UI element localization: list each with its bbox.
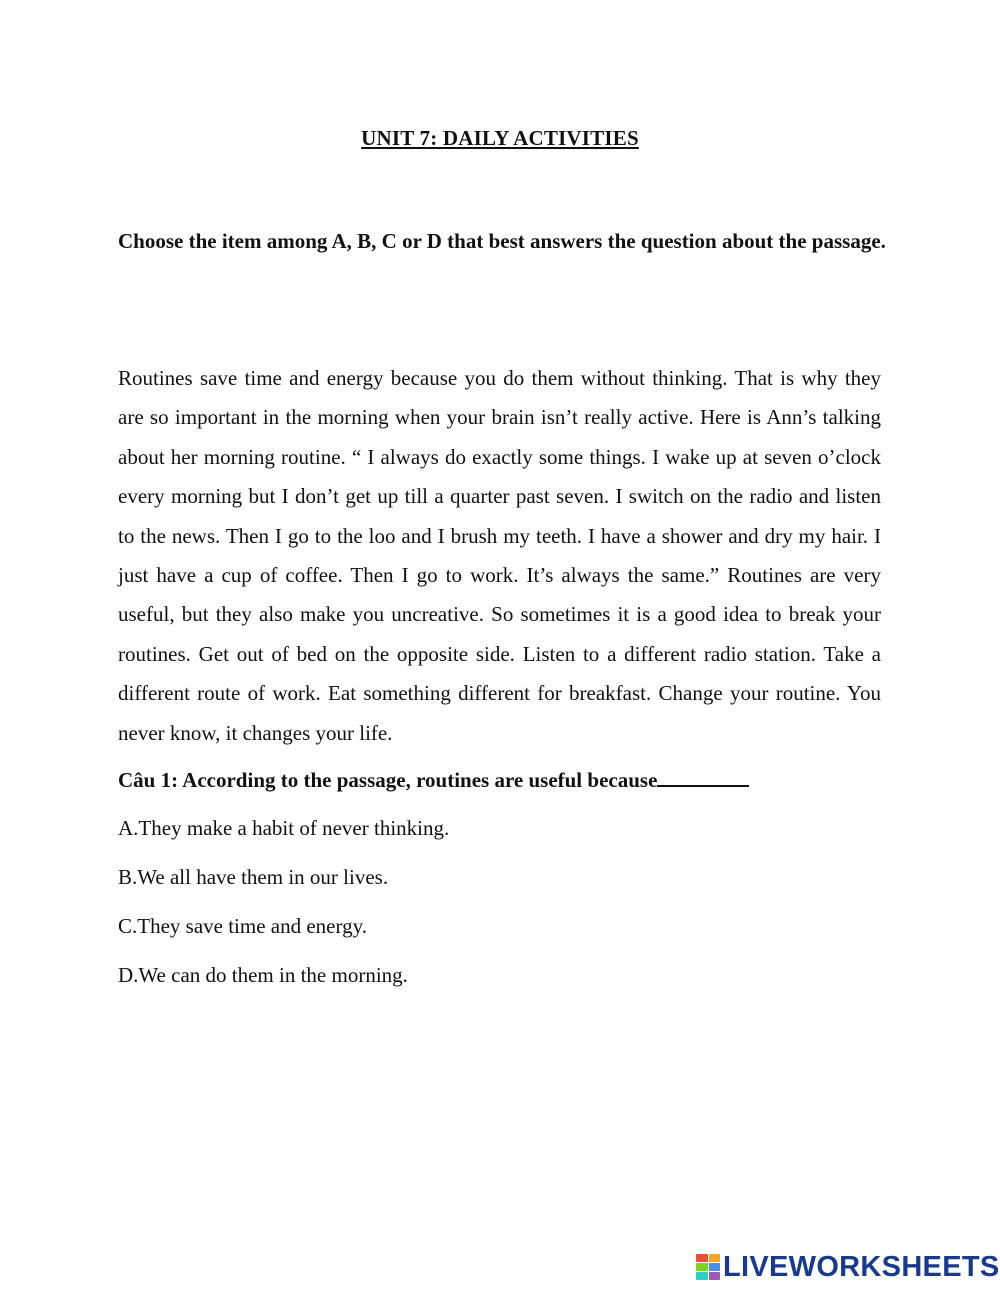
question-1: [118, 764, 888, 796]
logo-block: [709, 1254, 721, 1262]
logo-block: [709, 1272, 721, 1280]
option-a[interactable]: A.They make a habit of never thinking.: [118, 816, 450, 840]
worksheet-title: UNIT 7: DAILY ACTIVITIES: [361, 126, 639, 150]
logo-block: [696, 1263, 708, 1271]
option-c[interactable]: C.They save time and energy.: [118, 914, 368, 938]
instruction-text: Choose the item among A, B, C or D that best answers the question about the passage.: [118, 229, 886, 253]
logo-blocks-icon: [696, 1254, 720, 1280]
logo-block: [696, 1254, 708, 1262]
option-d[interactable]: D.We can do them in the morning.: [118, 963, 408, 987]
logo-block: [709, 1263, 721, 1271]
question-1-text: Câu 1: According to the passage, routines are useful because: [118, 768, 658, 792]
answer-blank[interactable]: [657, 765, 749, 787]
logo-text: LIVEWORKSHEETS: [723, 1251, 1000, 1283]
liveworksheets-logo: [696, 1250, 1000, 1284]
logo-block: [696, 1272, 708, 1280]
answer-options: [118, 812, 888, 1008]
reading-passage: Routines save time and energy because you do them without thinking. That is why they are so important in the morning when your brain isn’t really active. Here is Ann’s talking about her morning routine. “ I always do exactly some things. I wake up at seven o’clock every morning but I don’t get up till a quarter past seven. I switch on the radio and listen to the news. Then I go to the loo and I brush my teeth. I have a shower and dry my hair. I just have a cup of coffee. Then I go to work. It’s always the same.” Routines are very useful, but they also make you uncreative. So sometimes it is a good idea to break your routines. Get out of bed on the opposite side. Listen to a different radio station. Take a different route of work. Eat something different for breakfast. Change your routine. You never know, it changes your life.: [118, 366, 881, 745]
option-b[interactable]: B.We all have them in our lives.: [118, 865, 389, 889]
